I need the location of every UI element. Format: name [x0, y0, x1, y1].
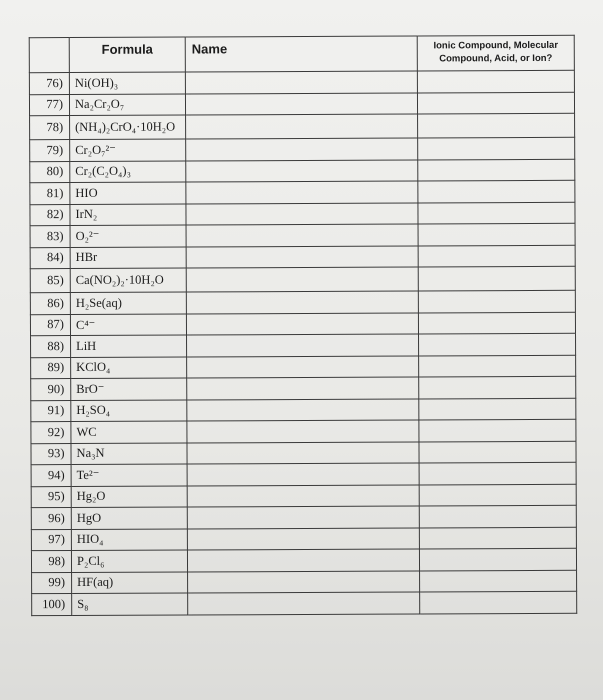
table-row: [30, 223, 575, 247]
formula-cell: S₈: [72, 593, 188, 615]
compound-type-answer-cell[interactable]: [419, 355, 576, 377]
row-number: 78): [30, 116, 70, 140]
header-formula: Formula: [69, 37, 185, 73]
row-number: 99): [32, 572, 72, 594]
name-answer-cell[interactable]: [187, 463, 419, 486]
row-number: 93): [31, 443, 71, 465]
compound-type-answer-cell[interactable]: [418, 202, 575, 224]
table-row: [30, 202, 575, 226]
row-number: 88): [31, 336, 71, 358]
formula-cell: H₂Se(aq): [70, 292, 186, 314]
name-answer-cell[interactable]: [187, 527, 419, 550]
table-row: [31, 398, 576, 422]
compound-type-answer-cell[interactable]: [419, 398, 576, 420]
table-row: [29, 92, 574, 116]
table-row: [30, 312, 575, 336]
name-answer-cell[interactable]: [187, 441, 419, 464]
formula-cell: P₂Cl₆: [71, 550, 187, 572]
table-row: [29, 70, 574, 94]
compound-type-answer-cell[interactable]: [419, 484, 576, 506]
compound-type-answer-cell[interactable]: [418, 223, 575, 245]
row-number: 91): [31, 400, 71, 422]
compound-type-answer-cell[interactable]: [419, 505, 576, 527]
row-number: 98): [31, 551, 71, 573]
name-answer-cell[interactable]: [186, 245, 418, 268]
row-number: 82): [30, 204, 70, 226]
formula-cell: Cr₂(C₂O₄)₃: [70, 161, 186, 183]
name-answer-cell[interactable]: [186, 291, 418, 314]
name-answer-cell[interactable]: [187, 506, 419, 529]
compound-type-answer-cell[interactable]: [419, 419, 576, 441]
compound-type-answer-cell[interactable]: [420, 591, 577, 613]
row-number: 76): [29, 73, 69, 95]
name-answer-cell[interactable]: [187, 398, 419, 421]
worksheet: [29, 35, 577, 631]
name-answer-cell[interactable]: [186, 224, 418, 247]
name-answer-cell[interactable]: [186, 114, 418, 139]
compound-type-answer-cell[interactable]: [418, 180, 575, 202]
header-compound-type: Ionic Compound, Molecular Compound, Acid, or Ion?: [417, 35, 574, 71]
table-row: [31, 376, 576, 400]
table-row: [30, 290, 575, 314]
compound-type-answer-cell[interactable]: [418, 290, 575, 312]
name-answer-cell[interactable]: [186, 267, 418, 292]
row-number: 100): [32, 594, 72, 616]
formula-cell: HgO: [71, 507, 187, 529]
name-answer-cell[interactable]: [188, 592, 420, 615]
formula-cell: C⁴⁻: [70, 314, 186, 336]
compound-type-answer-cell[interactable]: [419, 441, 576, 463]
formula-cell: O₂²⁻: [70, 225, 186, 247]
row-number: 89): [31, 357, 71, 379]
row-number: 81): [30, 183, 70, 205]
table-row: [31, 484, 576, 508]
formula-table: [29, 35, 578, 616]
table-row: [30, 113, 575, 139]
compound-type-answer-cell[interactable]: [419, 548, 576, 570]
compound-type-answer-cell[interactable]: [420, 570, 577, 592]
name-answer-cell[interactable]: [186, 202, 418, 225]
table-row: [30, 159, 575, 183]
row-number: 86): [30, 293, 70, 315]
formula-cell: IrN₂: [70, 204, 186, 226]
name-answer-cell[interactable]: [187, 355, 419, 378]
name-answer-cell[interactable]: [186, 159, 418, 182]
formula-cell: Cr₂O₇²⁻: [70, 139, 186, 161]
compound-type-answer-cell[interactable]: [418, 266, 575, 291]
formula-cell: LiH: [71, 335, 187, 357]
name-answer-cell[interactable]: [187, 420, 419, 443]
compound-type-answer-cell[interactable]: [418, 137, 575, 159]
formula-cell: Hg₂O: [71, 486, 187, 508]
formula-cell: BrO⁻: [71, 378, 187, 400]
formula-cell: Ni(OH)₃: [69, 72, 185, 94]
formula-cell: H₂SO₄: [71, 400, 187, 422]
header-number: [29, 38, 69, 73]
row-number: 85): [30, 269, 70, 293]
formula-cell: Na₃N: [71, 443, 187, 465]
name-answer-cell[interactable]: [186, 181, 418, 204]
table-row: [30, 266, 575, 292]
header-name: Name: [185, 36, 417, 72]
table-row: [31, 548, 576, 572]
row-number: 79): [30, 140, 70, 162]
name-answer-cell[interactable]: [185, 71, 417, 94]
formula-cell: HBr: [70, 247, 186, 269]
row-number: 97): [31, 529, 71, 551]
compound-type-answer-cell[interactable]: [418, 159, 575, 181]
name-answer-cell[interactable]: [187, 484, 419, 507]
formula-cell: KClO₄: [71, 357, 187, 379]
compound-type-answer-cell[interactable]: [419, 376, 576, 398]
formula-cell: HIO: [70, 182, 186, 204]
formula-cell: HF(aq): [72, 572, 188, 594]
row-number: 83): [30, 226, 70, 248]
row-number: 94): [31, 465, 71, 487]
table-row: [31, 441, 576, 465]
name-answer-cell[interactable]: [187, 377, 419, 400]
table-row: [30, 245, 575, 269]
table-row: [31, 419, 576, 443]
name-answer-cell[interactable]: [187, 334, 419, 357]
compound-type-answer-cell[interactable]: [417, 92, 574, 114]
header-row: [29, 35, 574, 72]
formula-cell: Te²⁻: [71, 464, 187, 486]
table-row: [32, 570, 577, 594]
table-row: [31, 462, 576, 486]
table-row: [31, 505, 576, 529]
formula-cell: HIO₄: [71, 529, 187, 551]
compound-type-answer-cell[interactable]: [417, 70, 574, 92]
formula-cell: Ca(NO₂)₂·10H₂O: [70, 268, 186, 293]
row-number: 90): [31, 379, 71, 401]
row-number: 87): [30, 314, 70, 336]
formula-cell: (NH₄)₂CrO₄·10H₂O: [70, 115, 186, 140]
compound-type-answer-cell[interactable]: [418, 312, 575, 334]
table-body: [29, 70, 576, 615]
row-number: 84): [30, 247, 70, 269]
compound-type-answer-cell[interactable]: [419, 333, 576, 355]
name-answer-cell[interactable]: [186, 312, 418, 335]
table-row: [30, 180, 575, 204]
compound-type-answer-cell[interactable]: [418, 113, 575, 138]
table-row: [31, 333, 576, 357]
table-row: [31, 527, 576, 551]
compound-type-answer-cell[interactable]: [419, 462, 576, 484]
table-row: [31, 355, 576, 379]
name-answer-cell[interactable]: [185, 92, 417, 115]
row-number: 92): [31, 422, 71, 444]
row-number: 95): [31, 486, 71, 508]
table-row: [30, 137, 575, 161]
row-number: 77): [29, 94, 69, 116]
row-number: 96): [31, 508, 71, 530]
row-number: 80): [30, 161, 70, 183]
name-answer-cell[interactable]: [188, 570, 420, 593]
name-answer-cell[interactable]: [187, 549, 419, 572]
name-answer-cell[interactable]: [186, 138, 418, 161]
compound-type-answer-cell[interactable]: [418, 245, 575, 267]
table-row: [32, 591, 577, 615]
formula-cell: WC: [71, 421, 187, 443]
compound-type-answer-cell[interactable]: [419, 527, 576, 549]
formula-cell: Na₂Cr₂O₇: [69, 94, 185, 116]
